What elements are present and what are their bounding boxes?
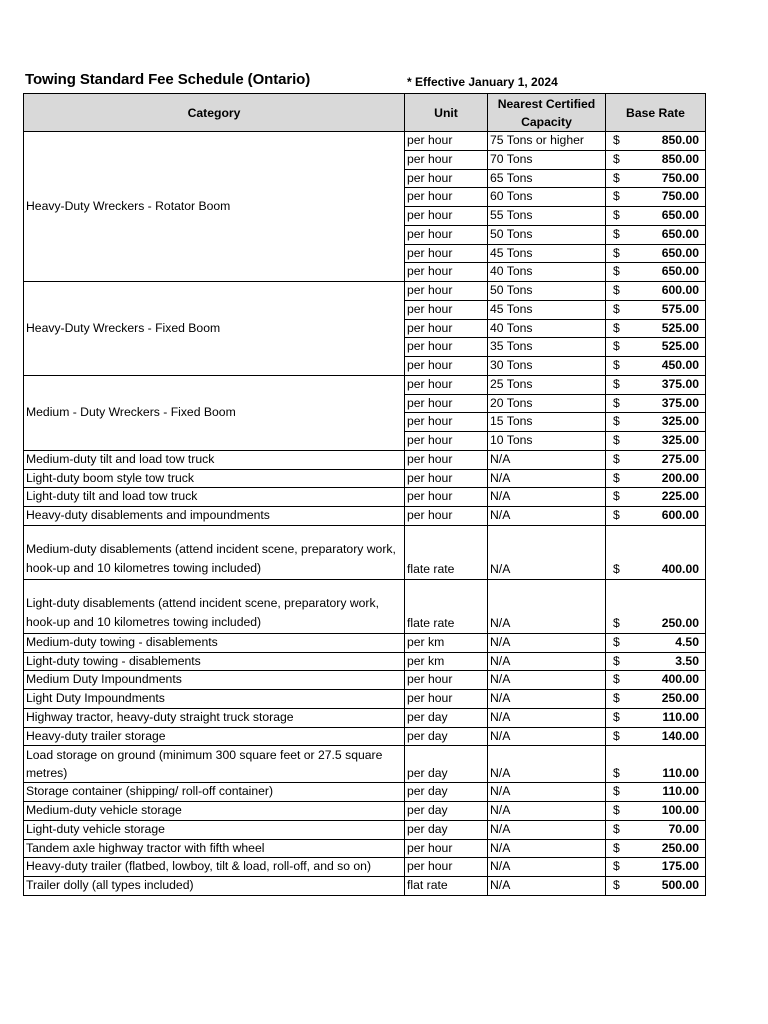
- base-rate-amount: 575.00: [661, 301, 699, 316]
- unit-cell: per hour: [405, 357, 488, 376]
- unit-cell: per hour: [405, 432, 488, 451]
- currency-symbol: $: [613, 189, 620, 204]
- unit-cell: per hour: [405, 507, 488, 526]
- unit-cell: per hour: [405, 207, 488, 226]
- category-cell: Medium-duty tilt and load tow truck: [24, 450, 405, 469]
- capacity-cell: N/A: [488, 802, 606, 821]
- unit-cell: per hour: [405, 690, 488, 709]
- base-rate-amount: 750.00: [661, 170, 699, 185]
- table-row: [24, 783, 706, 802]
- capacity-cell: N/A: [488, 858, 606, 877]
- base-rate-cell: [606, 820, 706, 839]
- currency-symbol: $: [613, 489, 620, 504]
- base-rate-amount: 275.00: [661, 451, 699, 466]
- table-row: [24, 488, 706, 507]
- base-rate-amount: 110.00: [662, 766, 699, 781]
- base-rate-cell: [606, 319, 706, 338]
- category-cell: Medium-duty vehicle storage: [24, 802, 405, 821]
- base-rate-cell: [606, 783, 706, 802]
- currency-symbol: $: [613, 561, 620, 576]
- base-rate-amount: 500.00: [661, 878, 699, 892]
- base-rate-cell: [606, 877, 706, 896]
- base-rate-cell: [606, 225, 706, 244]
- unit-cell: per hour: [405, 244, 488, 263]
- unit-cell: per hour: [405, 858, 488, 877]
- unit-cell: per hour: [405, 469, 488, 488]
- unit-cell: flat rate: [405, 877, 488, 896]
- base-rate-cell: [606, 488, 706, 507]
- unit-cell: per hour: [405, 169, 488, 188]
- table-row: [24, 858, 706, 877]
- base-rate-wrap: [606, 413, 705, 431]
- capacity-cell: 40 Tons: [488, 263, 606, 282]
- capacity-cell: 40 Tons: [488, 319, 606, 338]
- base-rate-wrap: [606, 877, 705, 895]
- base-rate-amount: 650.00: [661, 245, 699, 260]
- table-row: [24, 802, 706, 821]
- currency-symbol: $: [613, 151, 620, 166]
- base-rate-cell: [606, 652, 706, 671]
- base-rate-amount: 400.00: [661, 672, 699, 687]
- currency-symbol: $: [613, 451, 620, 466]
- table-row: [24, 282, 706, 301]
- base-rate-cell: [606, 746, 706, 783]
- base-rate-wrap: [606, 614, 705, 633]
- currency-symbol: $: [613, 376, 620, 391]
- base-rate-cell: [606, 244, 706, 263]
- unit-cell: per day: [405, 746, 488, 783]
- base-rate-amount: 3.50: [675, 653, 699, 668]
- table-row: [24, 671, 706, 690]
- table-row: [24, 727, 706, 746]
- base-rate-amount: 250.00: [661, 615, 699, 630]
- effective-date: * Effective January 1, 2024: [407, 75, 558, 89]
- base-rate-wrap: [606, 170, 705, 188]
- header-base-rate: Base Rate: [606, 94, 706, 132]
- currency-symbol: $: [613, 709, 620, 724]
- capacity-cell: 75 Tons or higher: [488, 132, 606, 151]
- base-rate-amount: 175.00: [661, 859, 699, 874]
- category-cell: Load storage on ground (minimum 300 square feet or 27.5 square metres): [24, 746, 405, 783]
- unit-cell: flate rate: [405, 579, 488, 633]
- capacity-cell: 20 Tons: [488, 394, 606, 413]
- unit-cell: per hour: [405, 225, 488, 244]
- base-rate-wrap: [606, 821, 705, 839]
- currency-symbol: $: [613, 840, 620, 855]
- base-rate-wrap: [606, 690, 705, 708]
- base-rate-wrap: [606, 395, 705, 413]
- base-rate-amount: 650.00: [661, 226, 699, 241]
- base-rate-wrap: [606, 245, 705, 263]
- base-rate-amount: 600.00: [661, 283, 699, 297]
- unit-cell: per day: [405, 708, 488, 727]
- capacity-cell: N/A: [488, 652, 606, 671]
- base-rate-amount: 650.00: [661, 264, 699, 279]
- base-rate-wrap: [606, 507, 705, 525]
- unit-cell: per km: [405, 633, 488, 652]
- table-row: [24, 450, 706, 469]
- base-rate-cell: [606, 802, 706, 821]
- capacity-cell: 25 Tons: [488, 375, 606, 394]
- base-rate-wrap: [606, 802, 705, 820]
- base-rate-wrap: [606, 320, 705, 338]
- base-rate-amount: 110.00: [662, 709, 699, 724]
- category-cell: Heavy-Duty Wreckers - Fixed Boom: [24, 282, 405, 376]
- base-rate-cell: [606, 671, 706, 690]
- base-rate-cell: [606, 188, 706, 207]
- base-rate-cell: [606, 282, 706, 301]
- base-rate-wrap: [606, 376, 705, 394]
- capacity-cell: 50 Tons: [488, 225, 606, 244]
- unit-cell: per hour: [405, 839, 488, 858]
- base-rate-wrap: [606, 263, 705, 281]
- base-rate-cell: [606, 413, 706, 432]
- currency-symbol: $: [613, 133, 620, 147]
- header-category: Category: [24, 94, 405, 132]
- table-row: [24, 839, 706, 858]
- unit-cell: flate rate: [405, 525, 488, 579]
- unit-cell: per hour: [405, 338, 488, 357]
- capacity-cell: N/A: [488, 671, 606, 690]
- table-row: [24, 708, 706, 727]
- base-rate-wrap: [606, 226, 705, 244]
- category-cell: Tandem axle highway tractor with fifth wheel: [24, 839, 405, 858]
- table-row: [24, 652, 706, 671]
- base-rate-amount: 850.00: [661, 151, 699, 166]
- base-rate-amount: 400.00: [661, 561, 699, 576]
- base-rate-cell: [606, 357, 706, 376]
- currency-symbol: $: [613, 358, 620, 372]
- base-rate-wrap: [606, 470, 705, 488]
- base-rate-amount: 225.00: [661, 489, 699, 504]
- capacity-cell: 60 Tons: [488, 188, 606, 207]
- base-rate-wrap: [606, 357, 705, 375]
- category-cell: Trailer dolly (all types included): [24, 877, 405, 896]
- category-cell: Light Duty Impoundments: [24, 690, 405, 709]
- currency-symbol: $: [613, 208, 620, 222]
- base-rate-cell: [606, 394, 706, 413]
- base-rate-cell: [606, 858, 706, 877]
- base-rate-wrap: [606, 709, 705, 727]
- base-rate-wrap: [606, 301, 705, 319]
- unit-cell: per km: [405, 652, 488, 671]
- table-row: [24, 820, 706, 839]
- base-rate-amount: 140.00: [661, 728, 699, 743]
- header-unit: Unit: [405, 94, 488, 132]
- currency-symbol: $: [613, 615, 620, 630]
- capacity-cell: 35 Tons: [488, 338, 606, 357]
- base-rate-wrap: [606, 151, 705, 169]
- currency-symbol: $: [613, 803, 620, 817]
- category-cell: Light-duty vehicle storage: [24, 820, 405, 839]
- base-rate-amount: 200.00: [661, 470, 699, 485]
- base-rate-amount: 375.00: [661, 395, 699, 410]
- base-rate-cell: [606, 207, 706, 226]
- base-rate-wrap: [606, 560, 705, 579]
- table-row: [24, 507, 706, 526]
- currency-symbol: $: [613, 508, 620, 522]
- base-rate-cell: [606, 375, 706, 394]
- unit-cell: per day: [405, 783, 488, 802]
- table-row: [24, 469, 706, 488]
- base-rate-cell: [606, 450, 706, 469]
- base-rate-cell: [606, 839, 706, 858]
- category-cell: Medium Duty Impoundments: [24, 671, 405, 690]
- category-cell: Light-duty disablements (attend incident scene, preparatory work, hook-up and 10 kilometres towing included): [24, 579, 405, 633]
- table-row: [24, 690, 706, 709]
- currency-symbol: $: [613, 264, 620, 279]
- base-rate-cell: [606, 263, 706, 282]
- unit-cell: per day: [405, 727, 488, 746]
- base-rate-wrap: [606, 207, 705, 225]
- base-rate-wrap: [606, 858, 705, 876]
- base-rate-amount: 750.00: [661, 189, 699, 204]
- base-rate-cell: [606, 338, 706, 357]
- unit-cell: per hour: [405, 132, 488, 151]
- currency-symbol: $: [613, 301, 620, 316]
- unit-cell: per hour: [405, 375, 488, 394]
- base-rate-wrap: [606, 488, 705, 506]
- base-rate-cell: [606, 727, 706, 746]
- capacity-cell: 45 Tons: [488, 300, 606, 319]
- currency-symbol: $: [613, 859, 620, 874]
- base-rate-amount: 4.50: [675, 634, 699, 649]
- unit-cell: per hour: [405, 394, 488, 413]
- capacity-cell: N/A: [488, 708, 606, 727]
- capacity-cell: N/A: [488, 579, 606, 633]
- base-rate-amount: 100.00: [661, 803, 699, 817]
- capacity-cell: N/A: [488, 839, 606, 858]
- unit-cell: per hour: [405, 413, 488, 432]
- currency-symbol: $: [613, 878, 620, 892]
- table-row: [24, 746, 706, 783]
- currency-symbol: $: [613, 170, 620, 185]
- capacity-cell: 50 Tons: [488, 282, 606, 301]
- base-rate-wrap: [606, 338, 705, 356]
- currency-symbol: $: [613, 728, 620, 743]
- capacity-cell: N/A: [488, 633, 606, 652]
- currency-symbol: $: [613, 245, 620, 260]
- base-rate-wrap: [606, 634, 705, 652]
- currency-symbol: $: [613, 653, 620, 668]
- currency-symbol: $: [613, 672, 620, 687]
- base-rate-amount: 525.00: [661, 339, 699, 354]
- base-rate-cell: [606, 300, 706, 319]
- capacity-cell: N/A: [488, 488, 606, 507]
- capacity-cell: 30 Tons: [488, 357, 606, 376]
- base-rate-cell: [606, 150, 706, 169]
- base-rate-amount: 450.00: [661, 358, 699, 372]
- currency-symbol: $: [613, 283, 620, 297]
- base-rate-cell: [606, 507, 706, 526]
- category-cell: Heavy-duty trailer (flatbed, lowboy, tilt & load, roll-off, and so on): [24, 858, 405, 877]
- category-cell: Heavy-duty disablements and impoundments: [24, 507, 405, 526]
- table-row: [24, 132, 706, 151]
- base-rate-wrap: [606, 188, 705, 206]
- currency-symbol: $: [613, 226, 620, 241]
- category-cell: Medium - Duty Wreckers - Fixed Boom: [24, 375, 405, 450]
- base-rate-cell: [606, 708, 706, 727]
- capacity-cell: 65 Tons: [488, 169, 606, 188]
- unit-cell: per day: [405, 820, 488, 839]
- table-row: [24, 525, 706, 579]
- capacity-cell: 45 Tons: [488, 244, 606, 263]
- base-rate-amount: 375.00: [661, 376, 699, 391]
- category-cell: Light-duty boom style tow truck: [24, 469, 405, 488]
- base-rate-cell: [606, 469, 706, 488]
- base-rate-wrap: [606, 728, 705, 746]
- unit-cell: per hour: [405, 450, 488, 469]
- currency-symbol: $: [613, 339, 620, 354]
- base-rate-cell: [606, 132, 706, 151]
- base-rate-wrap: [606, 783, 705, 801]
- table-row: [24, 375, 706, 394]
- base-rate-amount: 850.00: [661, 133, 699, 147]
- base-rate-amount: 70.00: [668, 821, 699, 836]
- base-rate-amount: 110.00: [662, 784, 699, 799]
- base-rate-wrap: [606, 132, 705, 150]
- unit-cell: per hour: [405, 671, 488, 690]
- base-rate-cell: [606, 169, 706, 188]
- table-row: [24, 877, 706, 896]
- unit-cell: per hour: [405, 263, 488, 282]
- currency-symbol: $: [613, 470, 620, 485]
- base-rate-cell: [606, 633, 706, 652]
- currency-symbol: $: [613, 821, 620, 836]
- unit-cell: per hour: [405, 319, 488, 338]
- capacity-cell: 15 Tons: [488, 413, 606, 432]
- base-rate-amount: 650.00: [661, 208, 699, 222]
- capacity-cell: 10 Tons: [488, 432, 606, 451]
- currency-symbol: $: [613, 691, 620, 705]
- unit-cell: per hour: [405, 188, 488, 207]
- fee-schedule-table: [23, 93, 706, 896]
- category-cell: Highway tractor, heavy-duty straight truck storage: [24, 708, 405, 727]
- currency-symbol: $: [613, 433, 620, 447]
- unit-cell: per hour: [405, 300, 488, 319]
- currency-symbol: $: [613, 634, 620, 649]
- base-rate-wrap: [606, 840, 705, 858]
- currency-symbol: $: [613, 320, 620, 335]
- unit-cell: per hour: [405, 150, 488, 169]
- category-cell: Medium-duty towing - disablements: [24, 633, 405, 652]
- category-cell: Medium-duty disablements (attend incident scene, preparatory work, hook-up and 10 kilometres towing included): [24, 525, 405, 579]
- header-row: [24, 94, 706, 132]
- fee-table-body: [24, 132, 706, 896]
- category-cell: Storage container (shipping/ roll-off container): [24, 783, 405, 802]
- category-cell: Heavy-Duty Wreckers - Rotator Boom: [24, 132, 405, 282]
- base-rate-cell: [606, 432, 706, 451]
- base-rate-amount: 250.00: [661, 691, 699, 705]
- capacity-cell: N/A: [488, 877, 606, 896]
- base-rate-cell: [606, 525, 706, 579]
- base-rate-wrap: [606, 451, 705, 469]
- currency-symbol: $: [613, 784, 620, 799]
- base-rate-amount: 325.00: [661, 433, 699, 447]
- base-rate-wrap: [606, 432, 705, 450]
- currency-symbol: $: [613, 395, 620, 410]
- currency-symbol: $: [613, 414, 620, 429]
- header-capacity: Nearest Certified Capacity: [488, 94, 606, 132]
- unit-cell: per hour: [405, 282, 488, 301]
- capacity-cell: N/A: [488, 820, 606, 839]
- base-rate-amount: 525.00: [661, 320, 699, 335]
- table-row: [24, 579, 706, 633]
- capacity-cell: N/A: [488, 525, 606, 579]
- base-rate-wrap: [606, 282, 705, 300]
- base-rate-amount: 250.00: [661, 840, 699, 855]
- capacity-cell: N/A: [488, 727, 606, 746]
- table-row: [24, 633, 706, 652]
- currency-symbol: $: [613, 766, 620, 781]
- base-rate-amount: 600.00: [661, 508, 699, 522]
- category-cell: Light-duty towing - disablements: [24, 652, 405, 671]
- base-rate-wrap: [606, 671, 705, 689]
- base-rate-wrap: [606, 764, 705, 782]
- unit-cell: per hour: [405, 488, 488, 507]
- capacity-cell: N/A: [488, 746, 606, 783]
- base-rate-wrap: [606, 653, 705, 671]
- category-cell: Heavy-duty trailer storage: [24, 727, 405, 746]
- capacity-cell: 55 Tons: [488, 207, 606, 226]
- capacity-cell: 70 Tons: [488, 150, 606, 169]
- capacity-cell: N/A: [488, 507, 606, 526]
- page-title: Towing Standard Fee Schedule (Ontario): [25, 71, 311, 88]
- base-rate-amount: 325.00: [661, 414, 699, 429]
- base-rate-cell: [606, 690, 706, 709]
- capacity-cell: N/A: [488, 690, 606, 709]
- capacity-cell: N/A: [488, 469, 606, 488]
- capacity-cell: N/A: [488, 450, 606, 469]
- base-rate-cell: [606, 579, 706, 633]
- category-cell: Light-duty tilt and load tow truck: [24, 488, 405, 507]
- capacity-cell: N/A: [488, 783, 606, 802]
- unit-cell: per day: [405, 802, 488, 821]
